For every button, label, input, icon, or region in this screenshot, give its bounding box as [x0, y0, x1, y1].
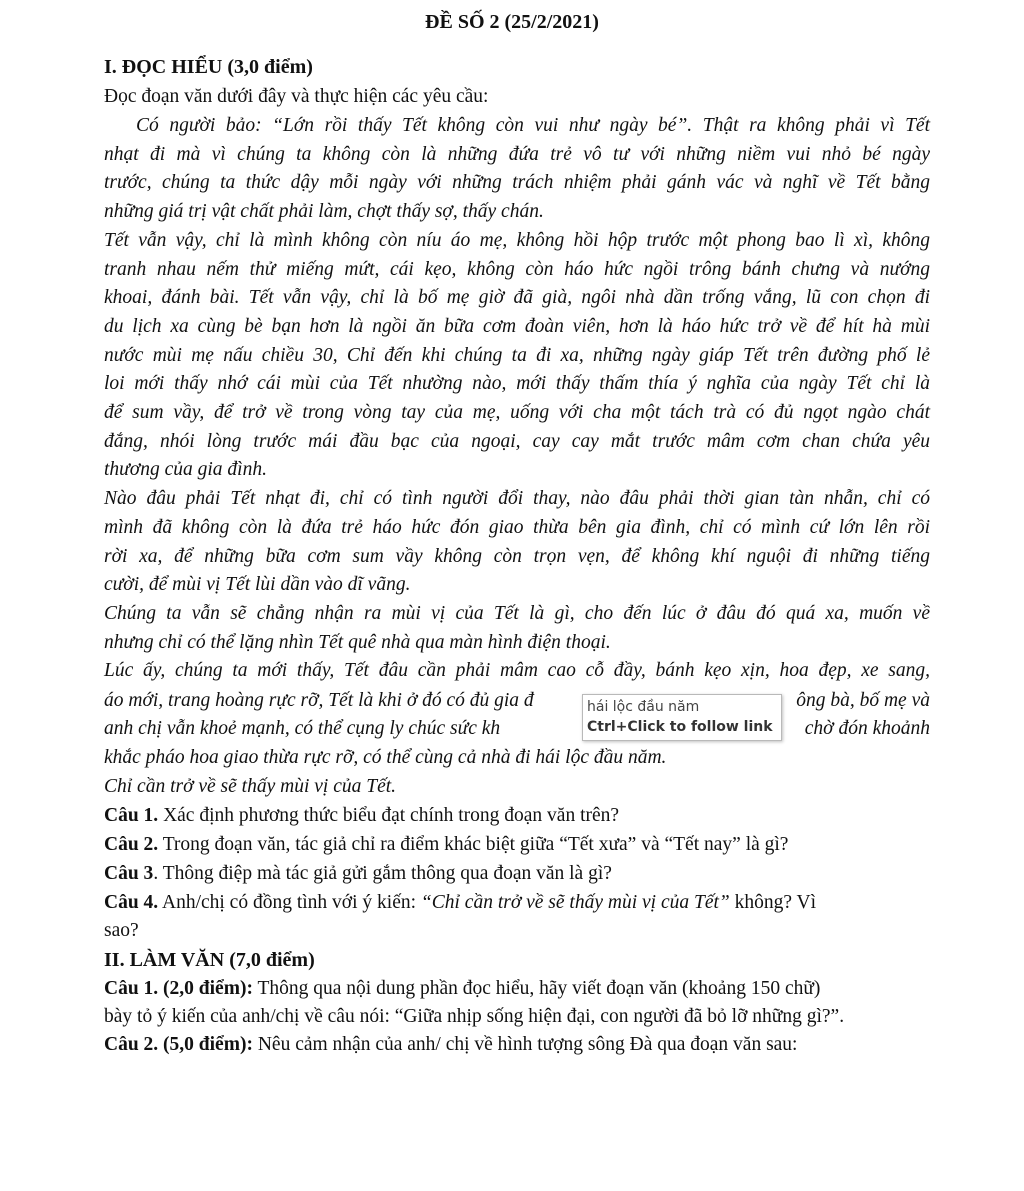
passage-line-22-start: anh chị vẫn khoẻ mạnh, có thể cụng ly chúc sức kh — [104, 718, 501, 739]
passage-line: Tết vẫn vậy, chỉ là mình không còn níu áo mẹ, không hồi hộp trước một phong bao lì xì, không — [104, 229, 930, 251]
passage-line: tranh nhau nếm thử miếng mứt, cái kẹo, không còn háo hức ngồi trông bánh chưng và nướng — [104, 258, 930, 280]
passage-line: cười, để mùi vị Tết lùi dần vào dĩ vãng. — [104, 574, 411, 596]
instruction-text: Đọc đoạn văn dưới đây và thực hiện các yêu cầu: — [104, 86, 489, 107]
link-tooltip — [582, 694, 782, 741]
passage-line: đắng, nhói lòng trước mái đầu bạc của ngoại, cay cay mắt trước mâm cơm chan chứa yêu — [104, 430, 930, 452]
question-4-continued: sao? — [104, 920, 139, 941]
passage-line: loi mới thấy nhớ cái mùi của Tết nhường nào, mới thấy thấm thía ý nghĩa của ngày Tết chỉ là — [104, 373, 930, 395]
question-3 — [104, 860, 930, 889]
passage-line: nước mùi mẹ nấu chiều 30, Chỉ đến khi chúng ta đi xa, những ngày giáp Tết trên đường phố lẻ — [104, 344, 930, 366]
document-title: ĐỀ SỐ 2 (25/2/2021) — [425, 11, 599, 33]
question-label: Câu 2. — [104, 834, 159, 855]
passage-line-21-start: áo mới, trang hoàng rực rỡ, Tết là khi ở đó có đủ gia đ — [104, 690, 534, 711]
passage-line-23: khắc pháo hoa giao thừa rực rỡ, có thể cùng cả nhà đi hái lộc đầu năm. — [104, 747, 667, 768]
section1-heading: I. ĐỌC HIỂU (3,0 điểm) — [104, 56, 313, 78]
essay-question-1-continued: bày tỏ ý kiến của anh/chị về câu nói: “Giữa nhịp sống hiện đại, con người đã bỏ lỡ những gì?”. — [104, 1006, 845, 1027]
tooltip-link-text: hái lộc đầu năm — [587, 699, 700, 715]
passage-line: khoai, đánh bài. Tết vẫn vậy, chỉ là bố mẹ giờ đã già, ngôi nhà dần trống vắng, lũ con chọn đi — [104, 287, 930, 309]
tooltip-hint: Ctrl+Click to follow link — [587, 719, 773, 735]
question-label: Câu 1. — [104, 805, 159, 826]
question-text: Trong đoạn văn, tác giả chỉ ra điểm khác biệt giữa “Tết xưa” và “Tết nay” là gì? — [158, 834, 789, 855]
question-4 — [104, 889, 930, 918]
passage-line: những giá trị vật chất phải làm, chợt thấy sợ, thấy chán. — [104, 201, 544, 223]
question-text: . Thông điệp mà tác giả gửi gắm thông qua đoạn văn là gì? — [153, 863, 612, 884]
passage-line: Lúc ấy, chúng ta mới thấy, Tết đâu cần phải mâm cao cỗ đầy, bánh kẹo xịn, hoa đẹp, xe sang, — [104, 660, 930, 682]
question-1 — [104, 802, 930, 831]
passage-line-21-end: ông bà, bố mẹ và — [796, 690, 930, 711]
section2-heading: II. LÀM VĂN (7,0 điểm) — [104, 949, 315, 971]
passage-line: Có người bảo: “Lớn rồi thấy Tết không còn vui như ngày bé”. Thật ra không phải vì Tết — [136, 115, 930, 136]
question-quote: “Chỉ cần trở về sẽ thấy mùi vị của Tết” — [420, 892, 730, 913]
question-text: Anh/chị có đồng tình với ý kiến: — [158, 892, 421, 913]
essay-question-1 — [104, 975, 930, 1004]
question-label: Câu 1. (2,0 điểm): — [104, 978, 253, 999]
question-label: Câu 2. (5,0 điểm): — [104, 1034, 253, 1055]
question-label: Câu 3 — [104, 863, 154, 884]
passage-line: Nào đâu phải Tết nhạt đi, chỉ có tình người đổi thay, nào đâu phải thời gian tàn nhẫn, chỉ có — [104, 488, 930, 510]
question-text-end: không? Vì — [729, 892, 817, 913]
question-text: Thông qua nội dung phần đọc hiểu, hãy viết đoạn văn (khoảng 150 chữ) — [252, 978, 821, 999]
passage-line: Chúng ta vẫn sẽ chẳng nhận ra mùi vị của Tết là gì, cho đến lúc ở đâu đó quá xa, muốn về — [104, 602, 930, 624]
passage-line: nhạt đi mà vì chúng ta không còn là những đứa trẻ vô tư với những niềm vui nhỏ bé ngày — [104, 143, 930, 165]
passage-line-22-end: chờ đón khoảnh — [804, 718, 930, 739]
passage-line: thương của gia đình. — [104, 459, 267, 481]
passage-line: để sum vầy, để trở về trong vòng tay của mẹ, uống với cha một tách trà có đủ ngọt ngào chát — [104, 402, 930, 423]
passage-line: trước, chúng ta thức dậy mỗi ngày với những trách nhiệm phải gánh vác và nghĩ về Tết bằng — [104, 172, 930, 194]
passage-line: nhưng chỉ có thể lặng nhìn Tết quê nhà qua màn hình điện thoại. — [104, 631, 611, 653]
passage-line: du lịch xa cùng bè bạn hơn là ngồi ăn bữa cơm đoàn viên, hơn là háo hức trở về để hít hà mùi — [104, 315, 930, 337]
essay-question-2 — [104, 1031, 930, 1060]
question-label: Câu 4. — [104, 892, 159, 913]
question-text: Nêu cảm nhận của anh/ chị về hình tượng sông Đà qua đoạn văn sau: — [252, 1034, 798, 1055]
passage-line-24: Chỉ cần trở về sẽ thấy mùi vị của Tết. — [104, 776, 397, 797]
passage-line: rời xa, để những bữa cơm sum vầy không còn trọn vẹn, để không khí nguội đi những tiếng — [104, 545, 930, 567]
question-2 — [104, 831, 930, 860]
question-text: Xác định phương thức biểu đạt chính trong đoạn văn trên? — [158, 805, 620, 826]
passage-line: mình đã không còn là đứa trẻ háo hức đón giao thừa bên gia đình, chỉ có mình cứ lớn lên rồi — [104, 516, 930, 538]
